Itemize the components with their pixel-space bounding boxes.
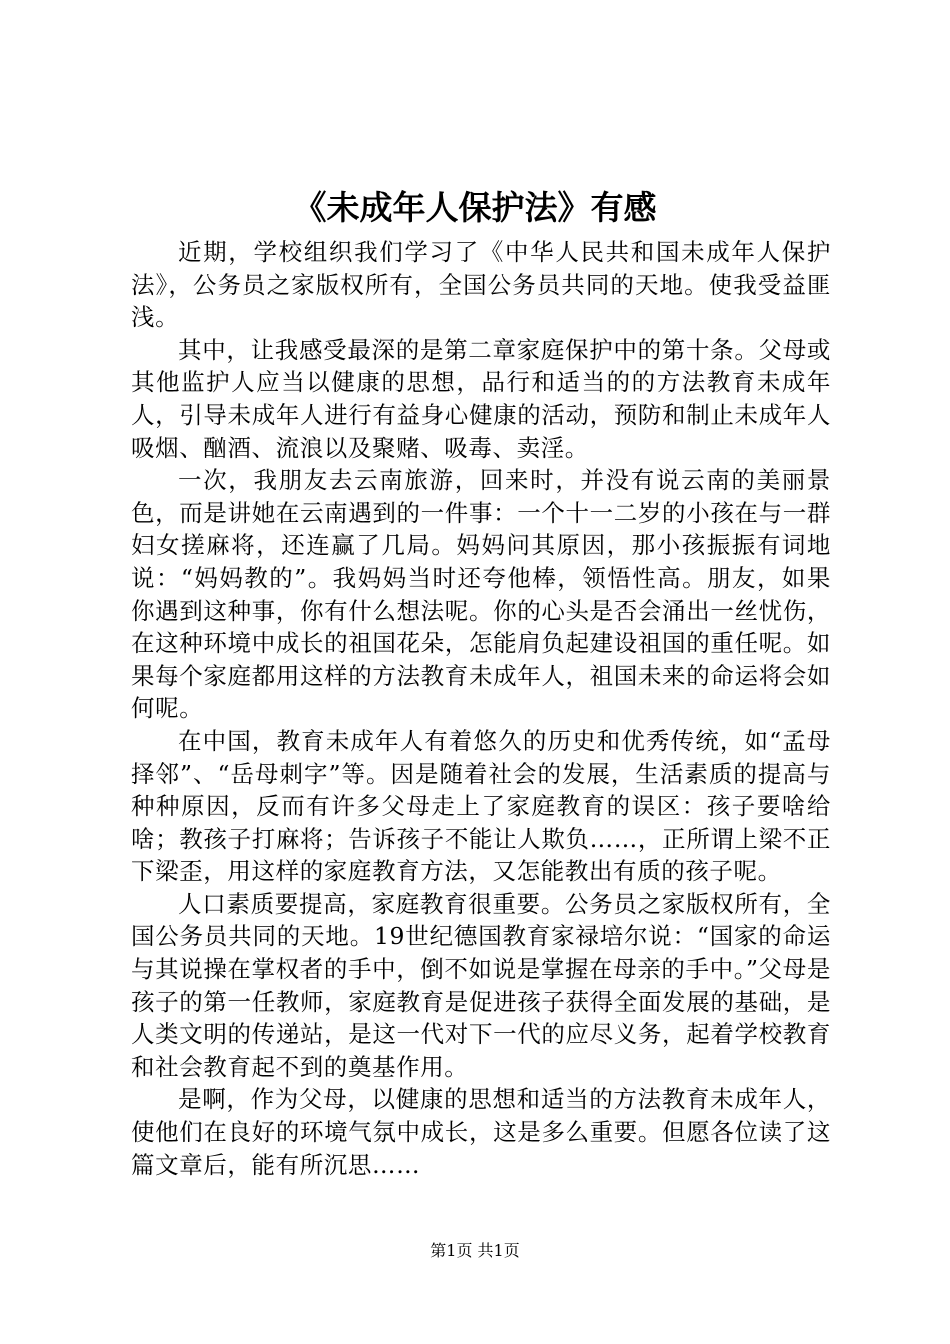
document-title: 《未成年人保护法》有感	[293, 188, 657, 227]
paragraph: 是啊，作为父母，以健康的思想和适当的方法教育未成年人，使他们在良好的环境气氛中成长，这是多么重要。但愿各位读了这篇文章后，能有所沉思……	[131, 1085, 831, 1179]
page-number-footer: 第1页 共1页	[430, 1241, 520, 1260]
paragraph: 近期，学校组织我们学习了《中华人民共和国未成年人保护法》，公务员之家版权所有，全国公务员共同的天地。使我受益匪浅。	[131, 238, 831, 332]
paragraph: 其中，让我感受最深的是第二章家庭保护中的第十条。父母或其他监护人应当以健康的思想，品行和适当的的方法教育未成年人，引导未成年人进行有益身心健康的活动，预防和制止未成年人吸烟、酗酒、流浪以及聚赌、吸毒、卖淫。	[131, 335, 831, 462]
paragraph: 人口素质要提高，家庭教育很重要。公务员之家版权所有，全国公务员共同的天地。19世纪德国教育家禄培尔说：“国家的命运与其说操在掌权者的手中，倒不如说是掌握在母亲的手中。”父母是孩子的第一任教师，家庭教育是促进孩子获得全面发展的基础，是人类文明的传递站，是这一代对下一代的应尽义务，起着学校教育和社会教育起不到的奠基作用。	[131, 889, 831, 1081]
paragraph: 一次，我朋友去云南旅游，回来时，并没有说云南的美丽景色，而是讲她在云南遇到的一件事：一个十一二岁的小孩在与一群妇女搓麻将，还连赢了几局。妈妈问其原因，那小孩振振有词地说：“妈妈教的”。我妈妈当时还夸他棒，领悟性高。朋友，如果你遇到这种事，你有什么想法呢。你的心头是否会涌出一丝忧伤，在这种环境中成长的祖国花朵，怎能肩负起建设祖国的重任呢。如果每个家庭都用这样的方法教育未成年人，祖国未来的命运将会如何呢。	[131, 466, 831, 723]
paragraph: 在中国，教育未成年人有着悠久的历史和优秀传统，如“孟母择邻”、“岳母刺字”等。因是随着社会的发展，生活素质的提高与种种原因，反而有许多父母走上了家庭教育的误区：孩子要啥给啥；教孩子打麻将；告诉孩子不能让人欺负……，正所谓上梁不正下梁歪，用这样的家庭教育方法，又怎能教出有质的孩子呢。	[131, 726, 831, 886]
document-body	[131, 236, 831, 1181]
